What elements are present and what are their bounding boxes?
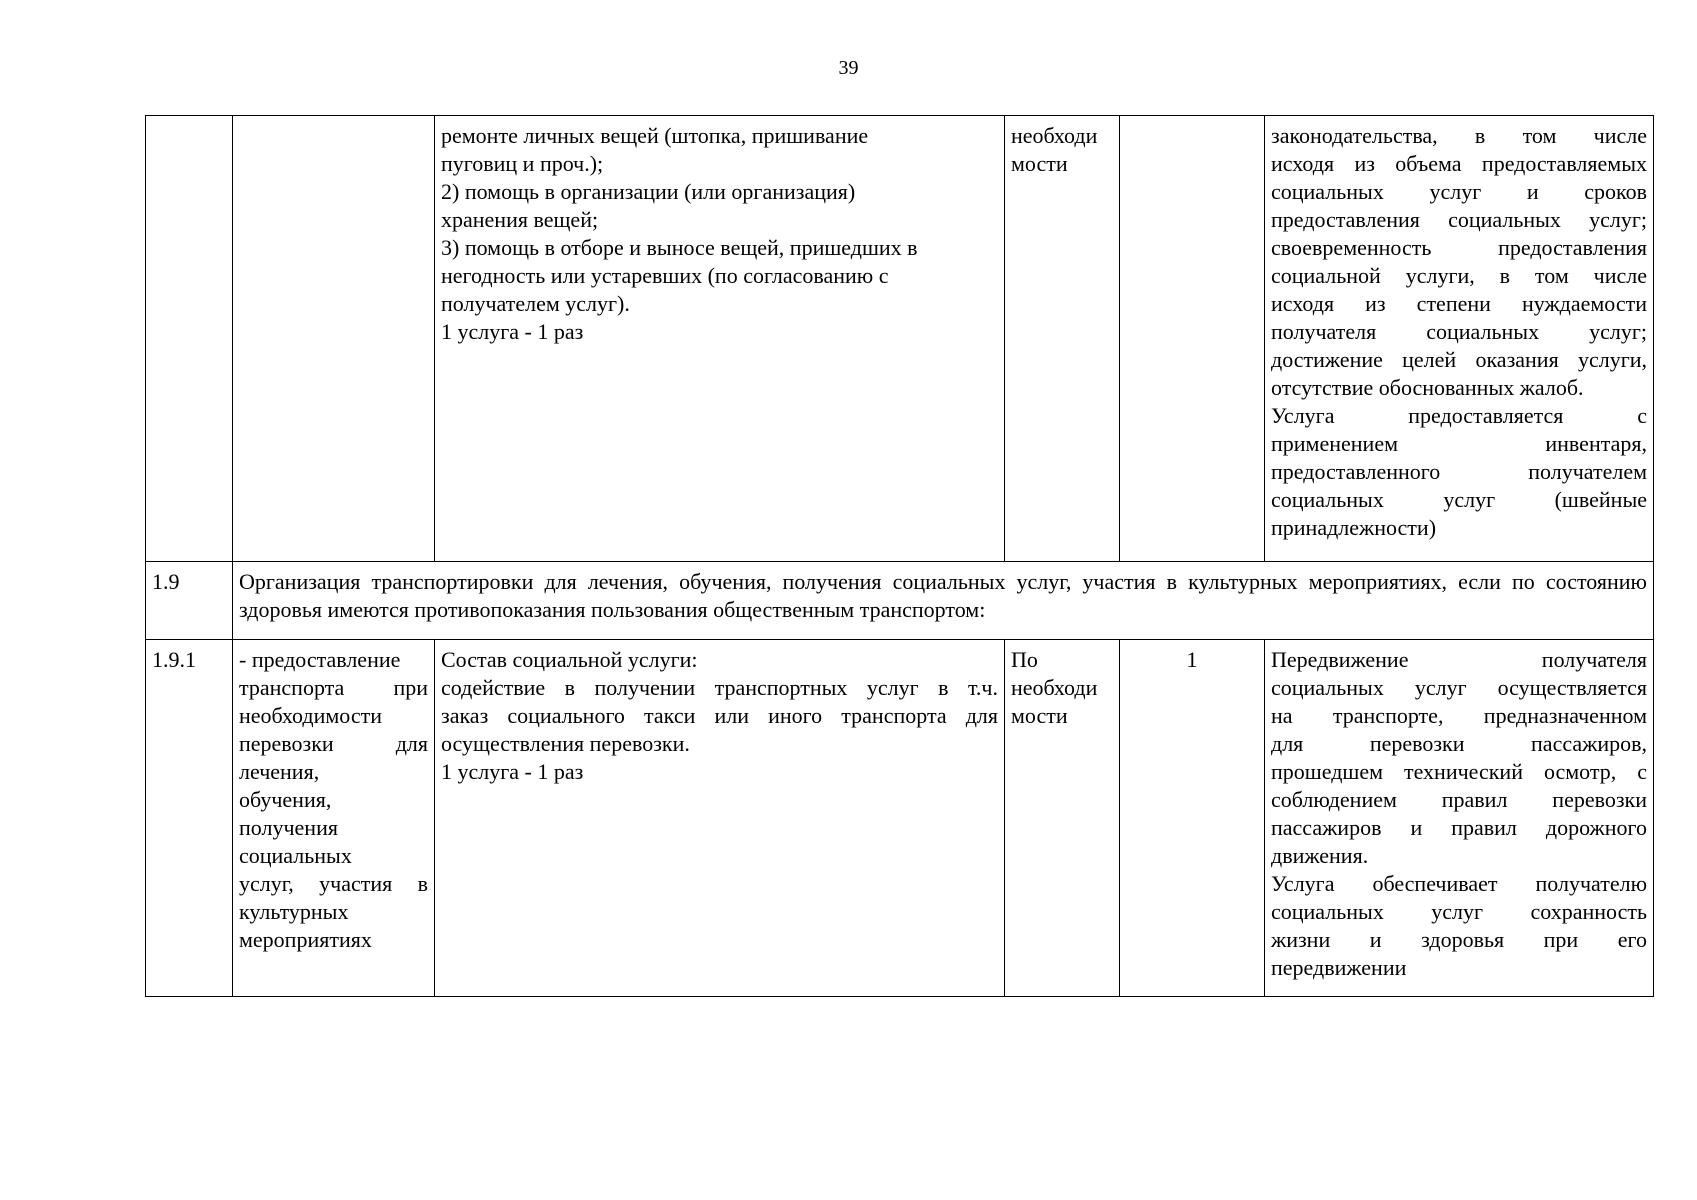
table-row-1-9-1	[146, 640, 1654, 997]
cell-quantity: 1	[1120, 640, 1265, 997]
table-row-section	[146, 562, 1654, 640]
text-line: предоставленного получателем	[1271, 459, 1647, 484]
text-line: негодность или устаревших (по согласованию с	[441, 263, 889, 288]
text-line: жизни и здоровья при его	[1271, 927, 1647, 952]
services-table	[145, 115, 1654, 997]
text-line: исходя из объема предоставляемых	[1271, 151, 1647, 176]
cell-section-title: Организация транспортировки для лечения, обучения, получения социальных услуг, участия в культурных мероприятиях, если по состоянию здоровья имеются противопоказания пользования общественным транспортом:	[233, 562, 1654, 640]
text-line: для перевозки пассажиров,	[1271, 731, 1647, 756]
text-line: 2) помощь в организации (или организация)	[441, 179, 856, 204]
text-line: получения	[239, 815, 338, 840]
text-line: 1 услуга - 1 раз	[441, 319, 584, 344]
text-line: на транспорте, предназначенном	[1271, 703, 1647, 728]
text-line: социальных услуг сохранность	[1271, 899, 1647, 924]
cell-quantity	[1120, 116, 1265, 562]
text-line: хранения вещей;	[441, 207, 599, 232]
text-line: По	[1011, 647, 1038, 672]
text-line: своевременность предоставления	[1271, 235, 1647, 260]
cell-conditions	[1265, 640, 1654, 997]
text-line: необходи	[1011, 123, 1098, 148]
text-line: законодательства, в том числе	[1271, 123, 1647, 148]
text-line: социальных услуг (швейные	[1271, 487, 1647, 512]
text-line: достижение целей оказания услуги,	[1271, 347, 1647, 372]
text-line: получателя социальных услуг;	[1271, 319, 1647, 344]
page-number: 39	[838, 57, 859, 79]
text-line: пуговиц и проч.);	[441, 151, 604, 176]
cell-frequency	[1005, 640, 1120, 997]
text-line: лечения,	[239, 759, 320, 784]
cell-number: 1.9.1	[146, 640, 233, 997]
text-line: обучения,	[239, 787, 332, 812]
text-line: передвижении	[1271, 955, 1407, 980]
text-line: осуществления перевозки.	[441, 731, 690, 756]
text-line: принадлежности)	[1271, 515, 1437, 540]
text-line: предоставления социальных услуг;	[1271, 207, 1647, 232]
text-line: перевозки для	[239, 731, 428, 756]
text-line: - предоставление	[239, 647, 401, 672]
text-line: социальных услуг и сроков	[1271, 179, 1647, 204]
cell-service-name	[233, 640, 435, 997]
text-line: социальной услуги, в том числе	[1271, 263, 1647, 288]
text-line: пассажиров и правил дорожного	[1271, 815, 1647, 840]
text-line: Передвижение получателя	[1271, 647, 1647, 672]
cell-description	[435, 116, 1005, 562]
cell-service-name	[233, 116, 435, 562]
text-line: прошедшем технический осмотр, с	[1271, 759, 1647, 784]
cell-frequency	[1005, 116, 1120, 562]
text-line: социальных	[239, 843, 352, 868]
text-line: ремонте личных вещей (штопка, пришивание	[441, 123, 869, 148]
text-line: транспорта при	[239, 675, 428, 700]
text-line: содействие в получении транспортных услуг в т.ч.	[441, 675, 998, 700]
text-line: необходи	[1011, 675, 1098, 700]
cell-section-number: 1.9	[146, 562, 233, 640]
text-line: мероприятиях	[239, 927, 372, 952]
cell-number	[146, 116, 233, 562]
text-line: необходимости	[239, 703, 383, 728]
text-line: мости	[1011, 703, 1068, 728]
text-line: Услуга обеспечивает получателю	[1271, 871, 1647, 896]
text-line: Услуга предоставляется с	[1271, 403, 1647, 428]
text-line: заказ социального такси или иного транспорта для	[441, 703, 998, 728]
text-line: отсутствие обоснованных жалоб.	[1271, 375, 1584, 400]
table-row-continuation	[146, 116, 1654, 562]
text-line: мости	[1011, 151, 1068, 176]
text-line: услуг, участия в	[239, 871, 428, 896]
text-line: движения.	[1271, 843, 1369, 868]
text-line: соблюдением правил перевозки	[1271, 787, 1647, 812]
text-line: социальных услуг осуществляется	[1271, 675, 1647, 700]
text-line: исходя из степени нуждаемости	[1271, 291, 1647, 316]
text-line: культурных	[239, 899, 349, 924]
text-line: 3) помощь в отборе и выносе вещей, пришедших в	[441, 235, 918, 260]
text-line: получателем услуг).	[441, 291, 630, 316]
text-line: применением инвентаря,	[1271, 431, 1647, 456]
cell-conditions	[1265, 116, 1654, 562]
text-line: Состав социальной услуги:	[441, 647, 698, 672]
text-line: 1 услуга - 1 раз	[441, 759, 584, 784]
cell-description	[435, 640, 1005, 997]
